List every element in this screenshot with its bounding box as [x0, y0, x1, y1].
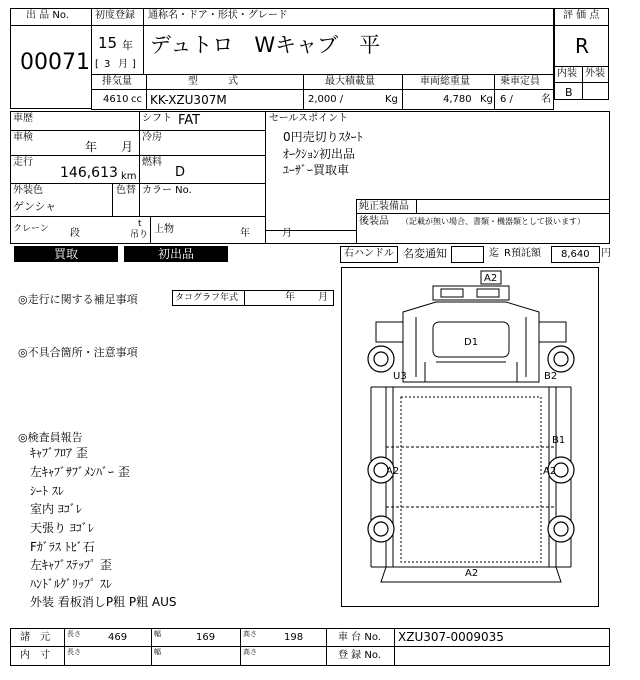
gross-weight-value: 4,780 [443, 94, 472, 105]
inner-length-label: 長さ [67, 648, 81, 656]
sales-point-1: 0円売切りｽﾀｰﾄ [283, 130, 363, 144]
inner-dims-label: 内 寸 [20, 650, 50, 661]
crane-lift: 吊り [130, 230, 149, 240]
inspector-item: ﾊﾝﾄﾞﾙｸﾞﾘｯﾌﾟ ｽﾚ [30, 577, 112, 591]
interior-label: 内装 [557, 68, 577, 79]
color-change-label: 色替 [116, 185, 136, 196]
displacement-label: 排気量 [102, 76, 132, 87]
damage-mark: A2 [484, 273, 498, 284]
inspector-item: 左ｷｬﾌﾞｽﾃｯﾌﾟ 歪 [30, 558, 112, 572]
truck-diagram [341, 267, 599, 607]
lot-label: 出 品 No. [26, 10, 69, 21]
chassis-no: XZU307-0009035 [398, 630, 504, 644]
purchase-badge: 買取 [14, 246, 118, 262]
width-label: 幅 [154, 630, 161, 638]
shift-value: FAT [178, 113, 201, 128]
first-reg-year: 15 [98, 34, 118, 52]
mileage-label: 走行 [13, 157, 33, 168]
genuine-label: 純正装備品 [359, 201, 409, 212]
mileage-unit: km [121, 171, 137, 182]
rigging-year: 年 [240, 228, 250, 239]
crane-ton: t [138, 219, 142, 229]
running-notes-label: ◎走行に関する補足事項 [18, 293, 138, 306]
inner-width-label: 幅 [154, 648, 161, 656]
crane-stage: 段 [70, 228, 80, 239]
lot-number: 00071 [20, 50, 90, 75]
damage-mark: D1 [464, 337, 479, 348]
accessory-note: （記載が無い場合、書類・機器類として扱います） [401, 217, 585, 226]
exterior-label: 外装 [585, 68, 605, 79]
inspector-label: ◎検査員報告 [18, 431, 83, 444]
tacho-label: タコグラフ年式 [175, 293, 239, 303]
tacho-month: 月 [318, 292, 328, 303]
name-change-label: 名変通知 [403, 247, 447, 260]
mileage-value: 146,613 [60, 165, 118, 181]
chassis-label: 車 台 No. [338, 632, 381, 643]
score-value: R [575, 34, 589, 58]
max-load-value: 2,000 / [308, 94, 344, 105]
inspector-item: Fｶﾞﾗｽ ﾄﾋﾞ石 [30, 540, 95, 554]
length-value: 469 [108, 632, 128, 643]
damage-mark: B1 [552, 435, 566, 446]
crane-label: クレーン [13, 224, 49, 234]
footer-box [10, 628, 610, 666]
dims-label: 諸 元 [20, 632, 50, 643]
inspector-item: 天張り ﾖｺﾞﾚ [30, 521, 94, 535]
color-no-label: カラー No. [142, 185, 192, 196]
exterior-color-value: ゲンシャ [13, 200, 57, 213]
capacity-unit: 名 [541, 94, 551, 105]
tacho-year: 年 [285, 292, 295, 303]
inner-height-label: 高さ [243, 648, 257, 656]
damage-mark: A2 [465, 568, 479, 579]
interior-score: B [565, 86, 573, 99]
length-label: 長さ [67, 630, 81, 638]
gross-weight-unit: Kg [480, 94, 493, 105]
rigging-label: 上物 [154, 224, 174, 235]
inspector-item: 室内 ﾖｺﾞﾚ [30, 502, 82, 516]
displacement-unit: cc [131, 94, 142, 105]
defects-label: ◎不具合箇所・注意事項 [18, 346, 138, 359]
rigging-month: 月 [282, 228, 292, 239]
inspection-label: 車検 [13, 132, 33, 143]
score-label: 評 価 点 [563, 10, 600, 21]
damage-mark: B2 [544, 371, 558, 382]
ac-label: 冷房 [142, 132, 162, 143]
height-label: 高さ [243, 630, 257, 638]
car-name: デュトロ Wキャブ 平 [150, 33, 381, 57]
capacity-label: 乗車定員 [500, 76, 540, 87]
max-load-unit: Kg [385, 94, 398, 105]
model-label: 型 式 [188, 76, 238, 87]
sales-point-label: セールスポイント [269, 113, 349, 124]
rhd-label: 右ハンドル [344, 248, 394, 259]
model-value: KK-XZU307M [150, 93, 227, 107]
fuel-value: D [175, 165, 186, 180]
inspector-item: 左ｷｬﾌﾞｻﾌﾞﾒﾝﾊﾞｰ 歪 [30, 465, 130, 479]
year-unit: 年 [122, 39, 133, 52]
first-reg-label: 初度登録 [95, 10, 135, 21]
fuel-label: 燃料 [142, 157, 162, 168]
inspector-item: ｷｬﾌﾞﾌﾛｱ 歪 [30, 446, 88, 460]
max-load-label: 最大積載量 [325, 76, 375, 87]
displacement-value: 4610 [103, 94, 129, 105]
inspection-year: 年 [85, 140, 98, 154]
damage-mark: A2 [543, 466, 557, 477]
sales-point-3: ﾕｰｻﾞｰ買取車 [283, 163, 350, 177]
sales-point-2: ｵｰｸｼｮﾝ初出品 [283, 147, 356, 161]
car-name-label: 通称名・ドア・形状・グレード [148, 10, 288, 21]
reg-label: 登 録 No. [338, 650, 381, 661]
damage-mark: A2 [386, 466, 400, 477]
inspector-item: 外装 看板消しP粗 P粗 AUS [30, 595, 177, 609]
recycle-label: R預託額 [504, 248, 541, 259]
inspector-item: ｼｰﾄ ｽﾚ [30, 484, 64, 498]
inspection-month: 月 [121, 140, 134, 154]
width-value: 169 [196, 632, 216, 643]
accessory-label: 後装品 [359, 216, 389, 227]
height-value: 198 [284, 632, 304, 643]
deadline-label: 迄 [489, 248, 499, 259]
capacity-value: 6 / [500, 94, 513, 105]
shift-label: シフト [142, 113, 172, 124]
damage-mark: U3 [393, 371, 407, 382]
yen-label: 円 [601, 248, 611, 259]
exterior-color-label: 外装色 [13, 185, 43, 196]
month-unit: 月 [118, 59, 128, 70]
recycle-amount: 8,640 [561, 249, 590, 260]
first-reg-month: 3 [104, 59, 111, 70]
history-label: 車歴 [13, 113, 33, 124]
first-listing-badge: 初出品 [124, 246, 228, 262]
gross-weight-label: 車両総重量 [420, 76, 470, 87]
name-change-box [451, 246, 484, 263]
